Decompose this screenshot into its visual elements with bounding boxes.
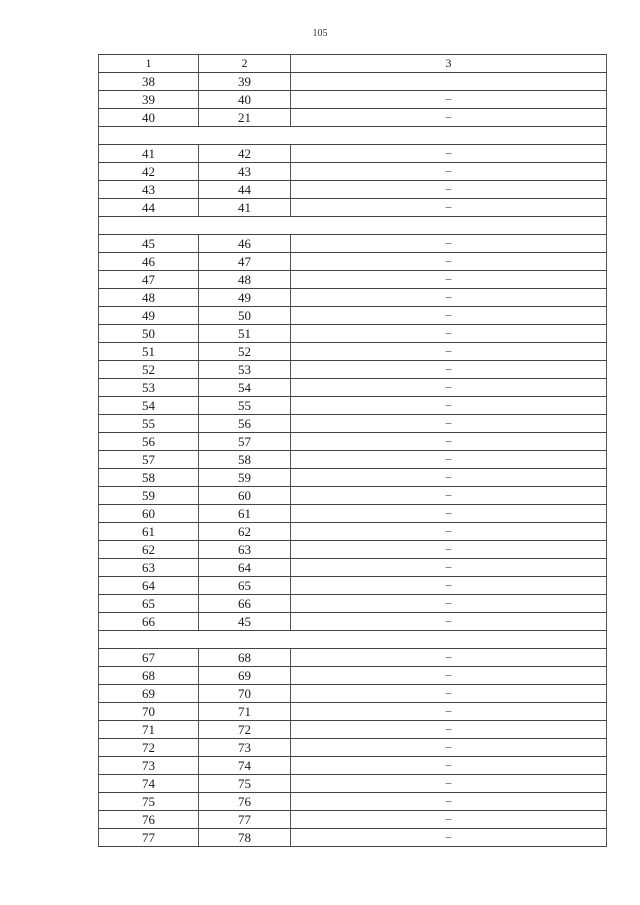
table-cell-col-2: 46 bbox=[199, 235, 291, 253]
table-cell-col-1: 38 bbox=[99, 73, 199, 91]
table-cell-col-1: 76 bbox=[99, 811, 199, 829]
table-cell-col-1: 50 bbox=[99, 325, 199, 343]
table-cell-col-2: 48 bbox=[199, 271, 291, 289]
table-cell-col-3: – bbox=[291, 613, 607, 631]
table-row bbox=[99, 667, 607, 685]
column-header-3: 3 bbox=[291, 55, 607, 73]
table-cell-col-3: – bbox=[291, 739, 607, 757]
table-cell-col-3: – bbox=[291, 523, 607, 541]
table-cell-col-1: 44 bbox=[99, 199, 199, 217]
table-row bbox=[99, 595, 607, 613]
table-cell-col-3: – bbox=[291, 829, 607, 847]
table-cell-col-1: 60 bbox=[99, 505, 199, 523]
separator-cell bbox=[99, 217, 607, 235]
table-row bbox=[99, 775, 607, 793]
table-cell-col-1: 43 bbox=[99, 181, 199, 199]
table-cell-col-1: 69 bbox=[99, 685, 199, 703]
table-cell-col-1: 77 bbox=[99, 829, 199, 847]
table-cell-col-1: 57 bbox=[99, 451, 199, 469]
table-cell-col-2: 50 bbox=[199, 307, 291, 325]
table-cell-col-2: 62 bbox=[199, 523, 291, 541]
table-cell-col-2: 77 bbox=[199, 811, 291, 829]
table-cell-col-1: 71 bbox=[99, 721, 199, 739]
table-row bbox=[99, 289, 607, 307]
table-row bbox=[99, 397, 607, 415]
table-row bbox=[99, 739, 607, 757]
table-cell-col-2: 78 bbox=[199, 829, 291, 847]
table-row bbox=[99, 181, 607, 199]
table-cell-col-2: 76 bbox=[199, 793, 291, 811]
table-row bbox=[99, 793, 607, 811]
table-cell-col-3: – bbox=[291, 235, 607, 253]
table-cell-col-2: 74 bbox=[199, 757, 291, 775]
table-cell-col-1: 64 bbox=[99, 577, 199, 595]
table-cell-col-1: 55 bbox=[99, 415, 199, 433]
table-row bbox=[99, 325, 607, 343]
table-row bbox=[99, 343, 607, 361]
table-cell-col-1: 61 bbox=[99, 523, 199, 541]
table-separator-row bbox=[99, 217, 607, 235]
table-separator-row bbox=[99, 631, 607, 649]
table-cell-col-3: – bbox=[291, 379, 607, 397]
table-row bbox=[99, 361, 607, 379]
table-cell-col-1: 66 bbox=[99, 613, 199, 631]
table-cell-col-3: – bbox=[291, 397, 607, 415]
page-number: 105 bbox=[312, 28, 328, 39]
table-cell-col-2: 39 bbox=[199, 73, 291, 91]
table-row bbox=[99, 811, 607, 829]
table-row bbox=[99, 433, 607, 451]
table-separator-row bbox=[99, 127, 607, 145]
table-row bbox=[99, 685, 607, 703]
table-cell-col-3: – bbox=[291, 145, 607, 163]
table-row bbox=[99, 559, 607, 577]
table-body bbox=[99, 55, 607, 847]
table-cell-col-1: 40 bbox=[99, 109, 199, 127]
table-row bbox=[99, 307, 607, 325]
table-cell-col-2: 44 bbox=[199, 181, 291, 199]
table-row bbox=[99, 379, 607, 397]
table-cell-col-3: – bbox=[291, 775, 607, 793]
table-cell-col-1: 59 bbox=[99, 487, 199, 505]
table-row bbox=[99, 703, 607, 721]
table-row bbox=[99, 235, 607, 253]
table-cell-col-2: 55 bbox=[199, 397, 291, 415]
table-cell-col-3: – bbox=[291, 541, 607, 559]
table-row bbox=[99, 109, 607, 127]
table-cell-col-3: – bbox=[291, 415, 607, 433]
table-cell-col-3: – bbox=[291, 811, 607, 829]
table-row bbox=[99, 721, 607, 739]
table-cell-col-1: 42 bbox=[99, 163, 199, 181]
data-table bbox=[98, 54, 607, 847]
table-cell-col-2: 64 bbox=[199, 559, 291, 577]
table-cell-col-3: – bbox=[291, 343, 607, 361]
table-cell-col-1: 46 bbox=[99, 253, 199, 271]
table-cell-col-1: 39 bbox=[99, 91, 199, 109]
table-cell-col-2: 73 bbox=[199, 739, 291, 757]
table-cell-col-2: 75 bbox=[199, 775, 291, 793]
table-row bbox=[99, 163, 607, 181]
table-row bbox=[99, 541, 607, 559]
table-row bbox=[99, 415, 607, 433]
table-cell-col-3: – bbox=[291, 325, 607, 343]
table-cell-col-1: 49 bbox=[99, 307, 199, 325]
table-cell-col-1: 41 bbox=[99, 145, 199, 163]
table-row bbox=[99, 523, 607, 541]
table-cell-col-3: – bbox=[291, 253, 607, 271]
table-cell-col-1: 51 bbox=[99, 343, 199, 361]
table-cell-col-2: 70 bbox=[199, 685, 291, 703]
table-row bbox=[99, 577, 607, 595]
table-cell-col-3: – bbox=[291, 199, 607, 217]
table-cell-col-1: 52 bbox=[99, 361, 199, 379]
table-cell-col-3: – bbox=[291, 793, 607, 811]
column-header-2: 2 bbox=[199, 55, 291, 73]
table-cell-col-2: 41 bbox=[199, 199, 291, 217]
table-cell-col-2: 65 bbox=[199, 577, 291, 595]
table-cell-col-2: 61 bbox=[199, 505, 291, 523]
table-cell-col-2: 40 bbox=[199, 91, 291, 109]
table-row bbox=[99, 505, 607, 523]
table-row bbox=[99, 451, 607, 469]
table-row bbox=[99, 91, 607, 109]
table-cell-col-2: 57 bbox=[199, 433, 291, 451]
table-cell-col-1: 65 bbox=[99, 595, 199, 613]
table-cell-col-1: 53 bbox=[99, 379, 199, 397]
table-cell-col-2: 58 bbox=[199, 451, 291, 469]
table-cell-col-2: 54 bbox=[199, 379, 291, 397]
table-row bbox=[99, 829, 607, 847]
table-cell-col-2: 47 bbox=[199, 253, 291, 271]
table-cell-col-1: 75 bbox=[99, 793, 199, 811]
table-row bbox=[99, 199, 607, 217]
table-cell-col-3: – bbox=[291, 433, 607, 451]
table-cell-col-2: 52 bbox=[199, 343, 291, 361]
table-cell-col-2: 59 bbox=[199, 469, 291, 487]
separator-cell bbox=[99, 127, 607, 145]
table-row bbox=[99, 271, 607, 289]
table-cell-col-2: 51 bbox=[199, 325, 291, 343]
table-cell-col-3: – bbox=[291, 667, 607, 685]
table-cell-col-1: 56 bbox=[99, 433, 199, 451]
table-cell-col-3: – bbox=[291, 721, 607, 739]
table-cell-col-3: – bbox=[291, 685, 607, 703]
table-cell-col-2: 43 bbox=[199, 163, 291, 181]
table-cell-col-1: 45 bbox=[99, 235, 199, 253]
table-cell-col-3: – bbox=[291, 361, 607, 379]
table-cell-col-3: – bbox=[291, 163, 607, 181]
table-cell-col-3: – bbox=[291, 559, 607, 577]
table-cell-col-2: 72 bbox=[199, 721, 291, 739]
table-cell-col-3: – bbox=[291, 757, 607, 775]
table-cell-col-3: – bbox=[291, 703, 607, 721]
table-cell-col-1: 63 bbox=[99, 559, 199, 577]
table-cell-col-3: – bbox=[291, 109, 607, 127]
table-cell-col-3: – bbox=[291, 505, 607, 523]
table-cell-col-1: 72 bbox=[99, 739, 199, 757]
table-cell-col-1: 62 bbox=[99, 541, 199, 559]
table-cell-col-1: 48 bbox=[99, 289, 199, 307]
table-row bbox=[99, 253, 607, 271]
table-cell-col-3: – bbox=[291, 649, 607, 667]
table-cell-col-3 bbox=[291, 73, 607, 91]
table-cell-col-3: – bbox=[291, 451, 607, 469]
table-cell-col-2: 69 bbox=[199, 667, 291, 685]
table-cell-col-3: – bbox=[291, 595, 607, 613]
table-cell-col-3: – bbox=[291, 271, 607, 289]
table-row bbox=[99, 487, 607, 505]
table-cell-col-2: 60 bbox=[199, 487, 291, 505]
table-row bbox=[99, 145, 607, 163]
separator-cell bbox=[99, 631, 607, 649]
table-cell-col-2: 42 bbox=[199, 145, 291, 163]
table-cell-col-2: 49 bbox=[199, 289, 291, 307]
table-row bbox=[99, 73, 607, 91]
table-cell-col-3: – bbox=[291, 289, 607, 307]
table-cell-col-2: 71 bbox=[199, 703, 291, 721]
table-cell-col-2: 63 bbox=[199, 541, 291, 559]
table-cell-col-1: 67 bbox=[99, 649, 199, 667]
table-cell-col-1: 58 bbox=[99, 469, 199, 487]
table-cell-col-1: 70 bbox=[99, 703, 199, 721]
table-cell-col-3: – bbox=[291, 577, 607, 595]
table-cell-col-2: 21 bbox=[199, 109, 291, 127]
table-cell-col-1: 73 bbox=[99, 757, 199, 775]
table-cell-col-2: 45 bbox=[199, 613, 291, 631]
table-cell-col-2: 66 bbox=[199, 595, 291, 613]
table-cell-col-3: – bbox=[291, 307, 607, 325]
table-cell-col-3: – bbox=[291, 181, 607, 199]
table-row bbox=[99, 469, 607, 487]
table-cell-col-2: 68 bbox=[199, 649, 291, 667]
table-cell-col-3: – bbox=[291, 91, 607, 109]
column-header-1: 1 bbox=[99, 55, 199, 73]
table-cell-col-1: 68 bbox=[99, 667, 199, 685]
table-cell-col-3: – bbox=[291, 469, 607, 487]
table-row bbox=[99, 649, 607, 667]
table-cell-col-2: 56 bbox=[199, 415, 291, 433]
table-header-row bbox=[99, 55, 607, 73]
table-cell-col-1: 47 bbox=[99, 271, 199, 289]
table-row bbox=[99, 757, 607, 775]
table-cell-col-3: – bbox=[291, 487, 607, 505]
table-cell-col-2: 53 bbox=[199, 361, 291, 379]
table-cell-col-1: 54 bbox=[99, 397, 199, 415]
table-cell-col-1: 74 bbox=[99, 775, 199, 793]
table-row bbox=[99, 613, 607, 631]
